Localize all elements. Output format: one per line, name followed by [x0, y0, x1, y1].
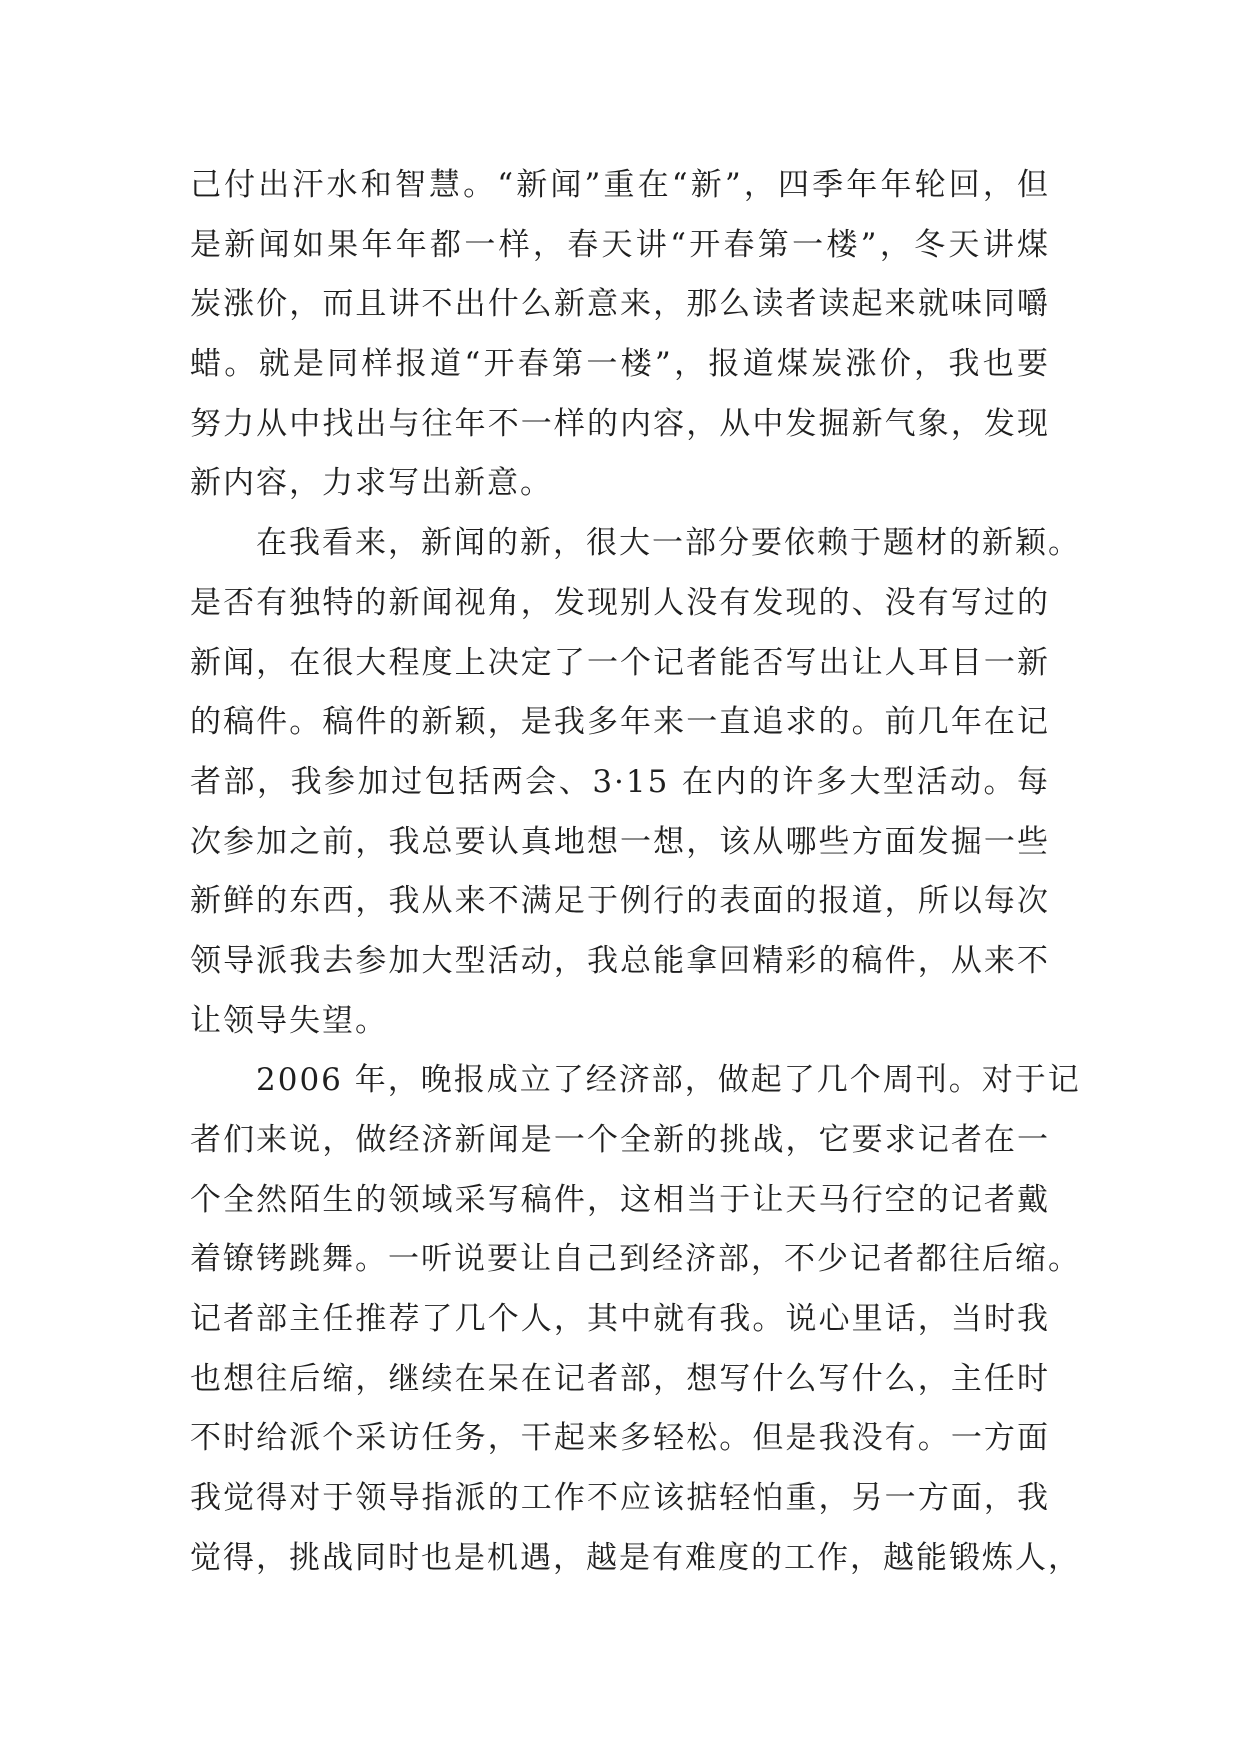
text-line: 领导派我去参加大型活动，我总能拿回精彩的稿件，从来不 — [190, 942, 1050, 979]
text-line: 炭涨价，而且讲不出什么新意来，那么读者读起来就味同嚼 — [190, 286, 1050, 323]
text-line: 新鲜的东西，我从来不满足于例行的表面的报道，所以每次 — [190, 883, 1050, 920]
text-line: 努力从中找出与往年不一样的内容，从中发掘新气象，发现 — [190, 405, 1050, 442]
text-line: 也想往后缩，继续在呆在记者部，想写什么写什么，主任时 — [190, 1360, 1050, 1397]
text-line: 我觉得对于领导指派的工作不应该掂轻怕重，另一方面，我 — [190, 1480, 1050, 1517]
text-line: 的稿件。稿件的新颖，是我多年来一直追求的。前几年在记 — [190, 704, 1050, 741]
text-line: 己付出汗水和智慧。“新闻”重在“新”，四季年年轮回，但 — [190, 167, 1050, 203]
text-line: 着镣铐跳舞。一听说要让自己到经济部，不少记者都往后缩。 — [190, 1241, 1081, 1278]
text-line: 者部，我参加过包括两会、3·15 在内的许多大型活动。每 — [190, 763, 1050, 800]
text-line: 不时给派个采访任务，干起来多轻松。但是我没有。一方面 — [190, 1420, 1050, 1457]
text-line: 在我看来，新闻的新，很大一部分要依赖于题材的新颖。 — [256, 525, 1081, 562]
text-line: 新闻，在很大程度上决定了一个记者能否写出让人耳目一新 — [190, 644, 1050, 681]
paragraph-1 — [190, 156, 1050, 514]
paragraph-3 — [190, 1051, 1081, 1588]
text-line: 记者部主任推荐了几个人，其中就有我。说心里话，当时我 — [190, 1301, 1050, 1338]
text-line: 是否有独特的新闻视角，发现别人没有发现的、没有写过的 — [190, 584, 1050, 621]
text-line: 新内容，力求写出新意。 — [190, 465, 553, 502]
text-line: 是新闻如果年年都一样，春天讲“开春第一楼”，冬天讲煤 — [190, 226, 1050, 263]
text-line: 个全然陌生的领域采写稿件，这相当于让天马行空的记者戴 — [190, 1181, 1050, 1218]
document-body — [190, 156, 1081, 1589]
text-line: 让领导失望。 — [190, 1002, 388, 1039]
text-line: 者们来说，做经济新闻是一个全新的挑战，它要求记者在一 — [190, 1122, 1050, 1158]
text-line: 蜡。就是同样报道“开春第一楼”，报道煤炭涨价，我也要 — [190, 346, 1050, 383]
text-line: 觉得，挑战同时也是机遇，越是有难度的工作，越能锻炼人， — [190, 1539, 1081, 1576]
text-line: 2006 年，晚报成立了经济部，做起了几个周刊。对于记 — [256, 1062, 1081, 1099]
text-line: 次参加之前，我总要认真地想一想，该从哪些方面发掘一些 — [190, 823, 1050, 860]
paragraph-2 — [190, 514, 1081, 1051]
